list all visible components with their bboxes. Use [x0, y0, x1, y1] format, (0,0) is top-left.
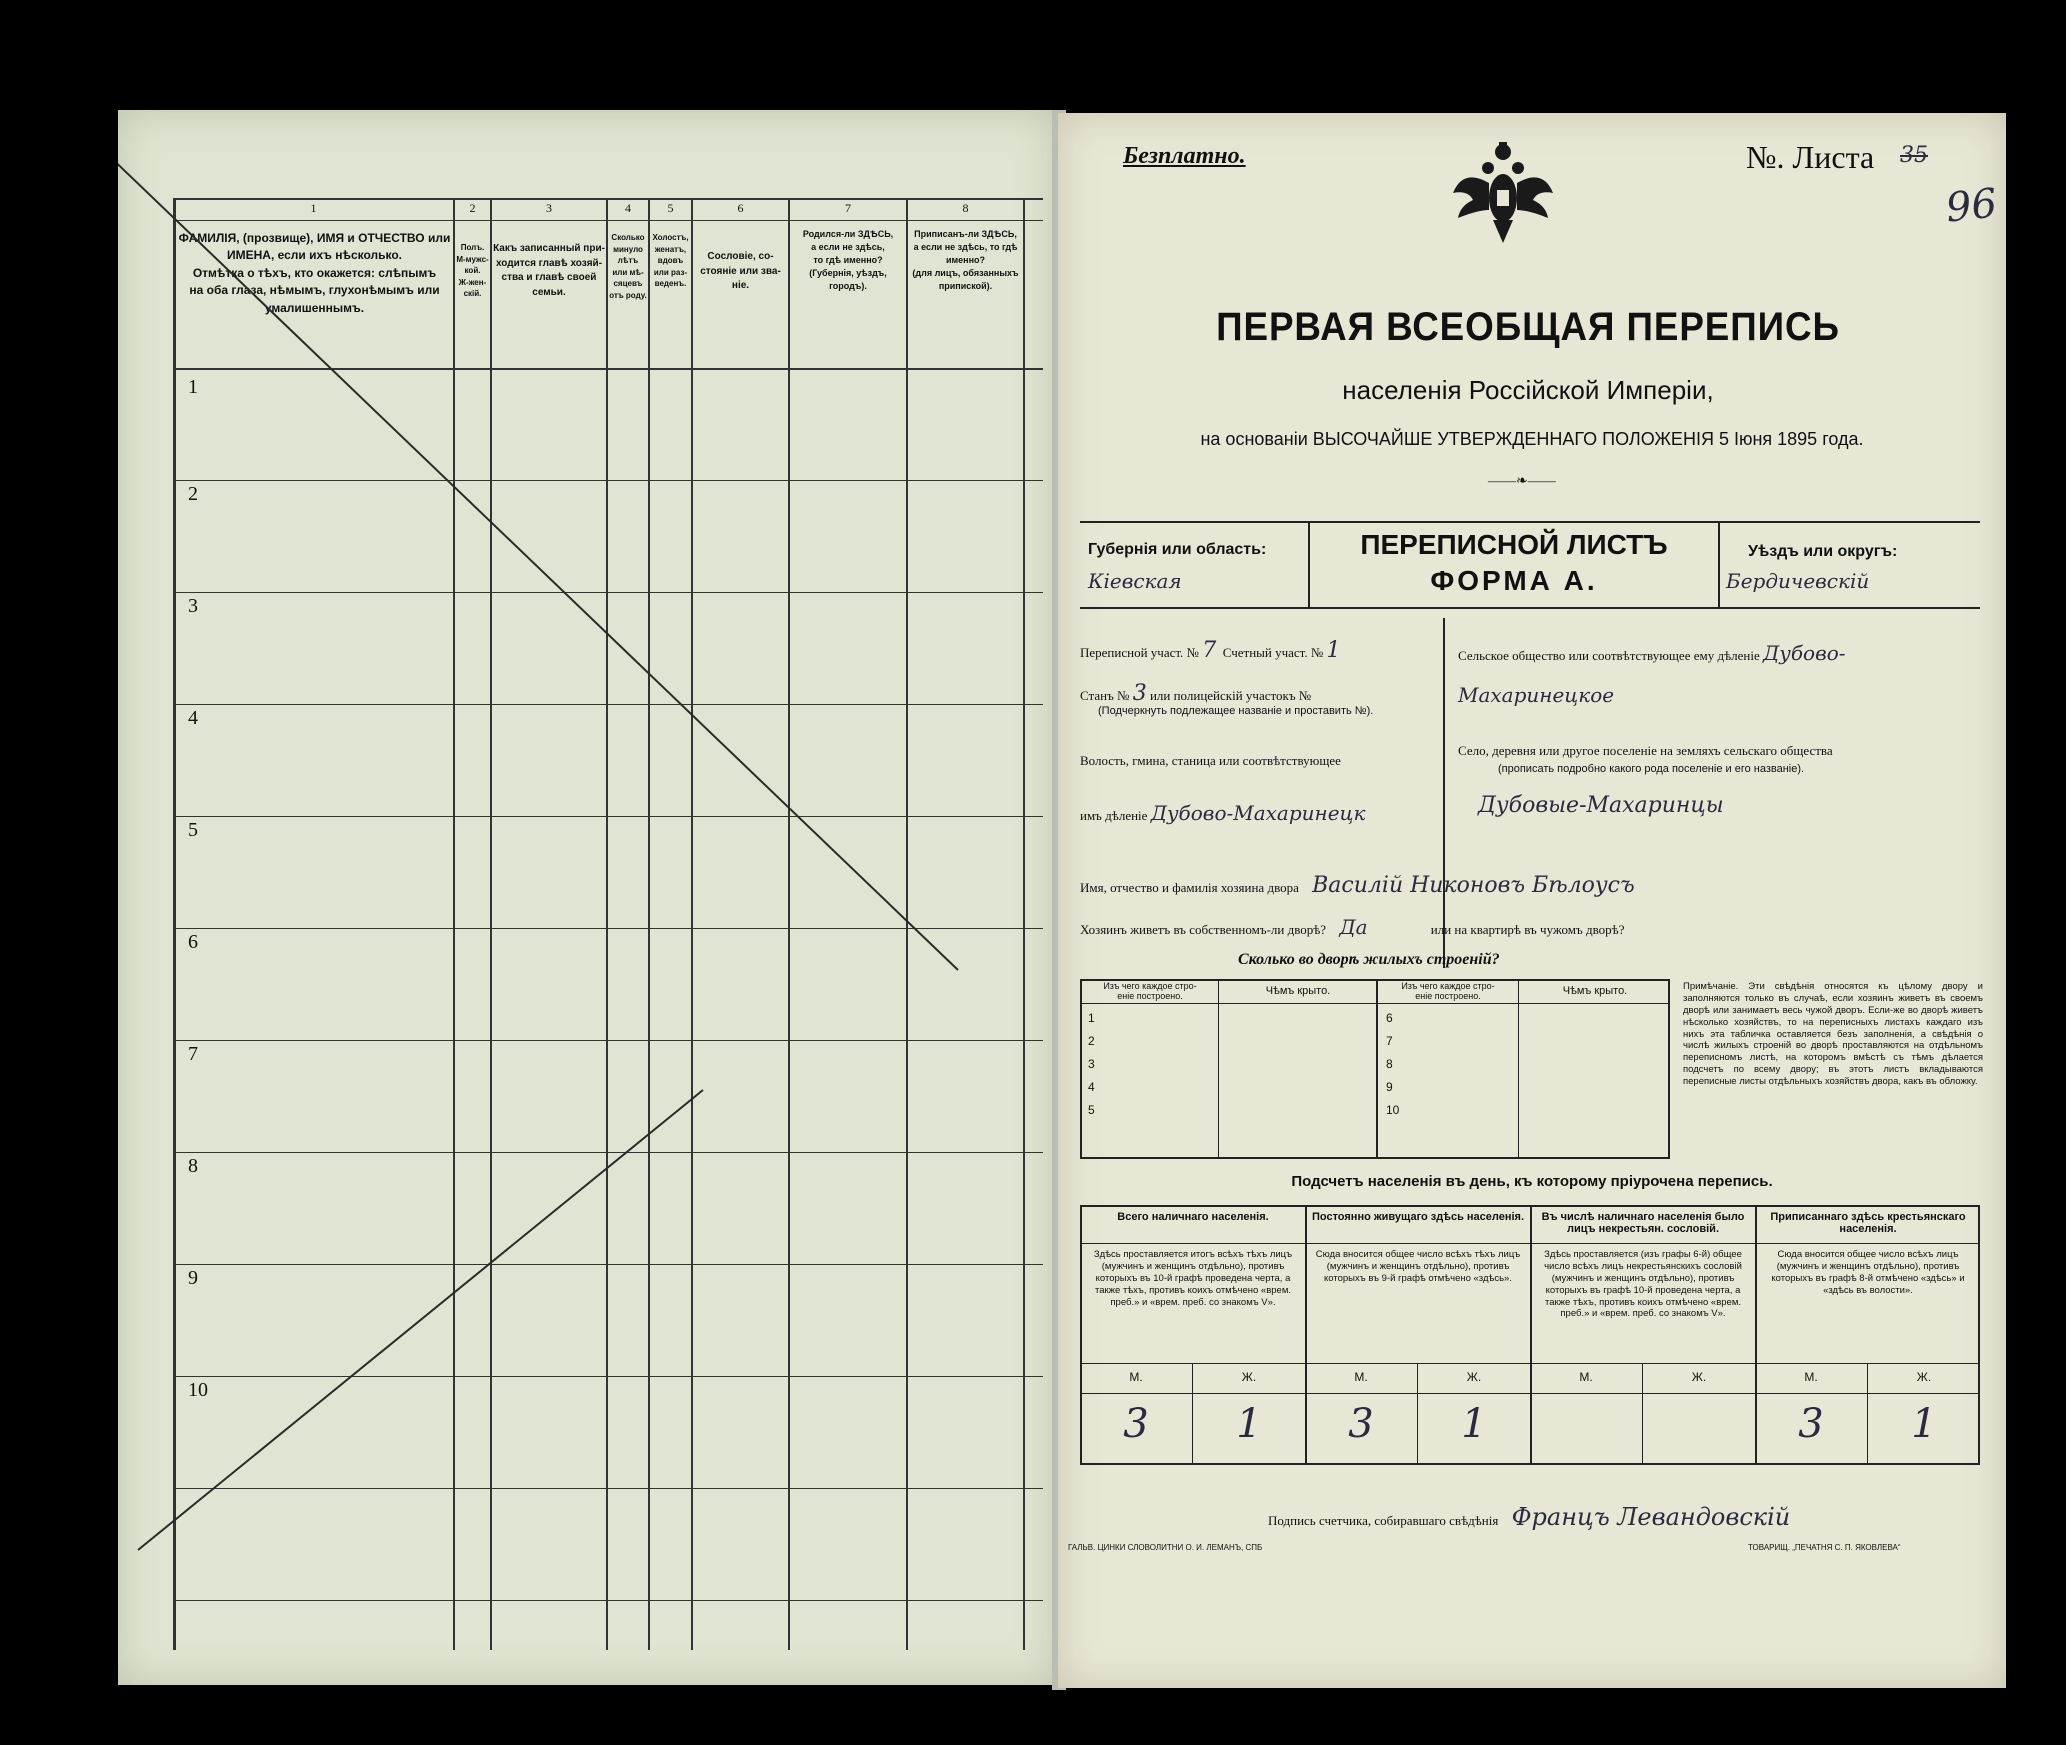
box-line: [1080, 607, 1980, 609]
f-label: Ж.: [1466, 1370, 1482, 1384]
col-number: 2: [469, 201, 476, 215]
f-label: Ж.: [1241, 1370, 1257, 1384]
uezd-label: Уѣздъ или округъ:: [1748, 543, 1898, 560]
registered-male: 3: [1798, 1401, 1824, 1447]
summary-desc: Сюда вносится общее число всѣхъ тѣхъ лицъ (мужчинъ и женщинъ отдѣльно), противъ которыхъ въ 9-й графѣ отмѣчено «здѣсь».: [1315, 1249, 1521, 1284]
stan-value: 3: [1132, 681, 1147, 706]
build-row-number: 4: [1088, 1080, 1095, 1094]
build-row-number: 2: [1088, 1034, 1095, 1048]
census-district-value: 7: [1202, 638, 1217, 663]
summary-head-registered: Приписаннаго здѣсь крестьянскаго населенія.: [1770, 1211, 1966, 1235]
col-header-age: Сколько минуло лѣтъ или мѣ- сяцевъ отъ роду.: [609, 233, 647, 300]
col-header-marital: Холостъ, женатъ, вдовъ или раз- веденъ.: [652, 233, 689, 289]
col-number: 3: [546, 201, 552, 215]
pen-strokes: [118, 110, 1056, 1685]
gubernia-label: Губернія или область:: [1088, 541, 1267, 558]
row-number: 8: [188, 1155, 198, 1177]
build-row-number: 7: [1386, 1034, 1393, 1048]
row-number: 2: [188, 483, 198, 505]
col-header-name: ФАМИЛІЯ, (прозвище), ИМЯ и ОТЧЕСТВО или ИМЕНА, если ихъ нѣсколько. Отмѣтка о тѣхъ, кто окажется: слѣпымъ на оба глаза, нѣмымъ, глухонѣмымъ или умалишеннымъ.: [178, 231, 451, 315]
summary-row: [1080, 1393, 1980, 1394]
build-roof-header: Чѣмъ крыто.: [1265, 985, 1331, 997]
buildings-divider: [1376, 979, 1378, 1159]
m-label: М.: [1579, 1370, 1593, 1384]
m-label: М.: [1804, 1370, 1818, 1384]
form-subtitle: ФОРМА А.: [1430, 565, 1598, 596]
build-material-header: Изъ чего каждое стро- еніе построено.: [1103, 981, 1197, 1001]
summary-head-present: Всего наличнаго населенія.: [1117, 1211, 1269, 1223]
row-number: 5: [188, 819, 198, 841]
form-title: ПЕРЕПИСНОЙ ЛИСТЪ: [1360, 529, 1668, 560]
stan-label: Станъ №: [1080, 688, 1130, 703]
volost-label: Волость, гмина, станица или соотвѣтствующее: [1080, 753, 1341, 768]
summary-row: [1080, 1363, 1980, 1364]
village-label: Село, деревня или другое поселеніе на земляхъ сельскаго общества: [1458, 743, 1833, 758]
permanent-male: 3: [1348, 1401, 1374, 1447]
page-subtitle: населенія Россійской Имперіи,: [1342, 375, 1714, 405]
district-line: [1080, 638, 1341, 663]
box-line: [1080, 521, 1980, 523]
buildings-table: [1080, 979, 1670, 1159]
buildings-label: Сколько во дворѣ жилыхъ строеній?: [1238, 951, 1500, 968]
basis-line: на основаніи ВЫСОЧАЙШЕ УТВЕРЖДЕННАГО ПОЛОЖЕНІЯ 5 Іюня 1895 года.: [1200, 429, 1864, 449]
summary-head-permanent: Постоянно живущаго здѣсь населенія.: [1311, 1211, 1525, 1223]
build-roof-header: Чѣмъ крыто.: [1562, 985, 1628, 997]
col-number: 7: [845, 201, 851, 215]
signature-line: [1268, 1503, 1790, 1531]
buildings-row: [1080, 1003, 1670, 1004]
row-number: 1: [188, 376, 198, 398]
buildings-col: [1218, 979, 1219, 1159]
sheet-number-value: 35: [1900, 143, 1928, 168]
archive-number: 96: [1943, 180, 2000, 232]
own-yard-label: Хозяинъ живетъ въ собственномъ-ли дворѣ?: [1080, 922, 1327, 937]
present-female: 1: [1236, 1401, 1262, 1447]
owner-value: Василій Никоновъ Бѣлоусъ: [1312, 873, 1635, 898]
volost-value: Дубово-Махаринецк: [1150, 801, 1366, 825]
summary-head-nonpeasant: Въ числѣ наличнаго населенія было лицъ некрестьян. сословій.: [1541, 1211, 1745, 1235]
note-text: Примѣчаніе. Эти свѣдѣнія относятся къ цѣлому двору и заполняются только въ случаѣ, если хозяинъ живетъ въ своемъ дворѣ или занимаетъ весь чужой дворъ. Если-же во дворѣ живетъ нѣсколько хозяйствъ, то на переписныхъ листахъ каждаго изъ нихъ эта табличка оставляется безъ заполненія, а свѣдѣнія о числѣ жилыхъ строеній во дворѣ проставляются на отдѣльномъ переписномъ листѣ, на которомъ вмѣстѣ съ тѣмъ дѣлается подсчетъ по всему двору; въ этотъ листъ вкладываются переписные листы отдѣльныхъ хозяйствъ двора, какъ въ обложку.: [1683, 981, 1983, 1087]
stan-line: [1080, 681, 1311, 706]
left-page: [118, 110, 1056, 1685]
row-number: 3: [188, 595, 198, 617]
summary-desc: Сюда вносится общее число всѣхъ лицъ (мужчинъ и женщинъ отдѣльно), противъ которыхъ въ графѣ 8-й отмѣчено «здѣсь» и «здѣсь въ волости».: [1771, 1249, 1965, 1296]
uezd-value: Бердичевскій: [1726, 569, 1870, 593]
police-label: или полицейскій участокъ №: [1149, 688, 1312, 703]
m-label: М.: [1354, 1370, 1368, 1384]
col-number: 5: [667, 201, 674, 215]
owner-label: Имя, отчество и фамилія хозяина двора: [1080, 880, 1299, 895]
summary-col: [1530, 1205, 1532, 1465]
volost-label-2: имъ дѣленіе: [1080, 808, 1148, 823]
col-header-registered: Приписанъ-ли ЗДѢСЬ, а если не здѣсь, то гдѣ именно? (для лицъ, обязанныхъ припиской).: [912, 229, 1019, 292]
count-district-value: 1: [1326, 638, 1341, 663]
own-yard-line: [1080, 915, 1625, 939]
build-row-number: 1: [1088, 1011, 1095, 1025]
rented-label: или на квартирѣ въ чужомъ дворѣ?: [1430, 922, 1625, 937]
society-value: Дубово-: [1762, 641, 1846, 665]
society-value-2: Махаринецкое: [1458, 683, 1615, 707]
build-rows-left: [1088, 1007, 1095, 1122]
summary-title: Подсчетъ населенія въ день, къ которому пріурочена перепись.: [1291, 1173, 1773, 1190]
society-label: Сельское общество или соотвѣтствующее ему дѣленіе: [1458, 648, 1760, 663]
sheet-number-label: №. Листа: [1746, 139, 1875, 175]
f-label: Ж.: [1916, 1370, 1932, 1384]
gubernia-value: Кіевская: [1088, 569, 1182, 593]
village-value: Дубовые-Махаринцы: [1478, 793, 1724, 818]
underline-note: (Подчеркнуть подлежащее названіе и проставить №).: [1098, 705, 1374, 717]
summary-desc: Здѣсь проставляется итогъ всѣхъ тѣхъ лицъ (мужчинъ и женщинъ отдѣльно), противъ которыхъ въ 10-й графѣ проведена черта, а также тѣхъ, противъ коихъ отмѣчено «врем. преб.» и «врем. преб. со знакомъ V».: [1093, 1249, 1293, 1308]
registered-female: 1: [1911, 1401, 1937, 1447]
present-male: 3: [1123, 1401, 1149, 1447]
printer-right: ТОВАРИЩ. „ПЕЧАТНЯ С. П. ЯКОВЛЕВА“: [1748, 1543, 1901, 1552]
row-number: 4: [188, 707, 198, 729]
double-eagle-emblem: [1448, 138, 1558, 248]
build-row-number: 6: [1386, 1011, 1393, 1025]
page-title: ПЕРВАЯ ВСЕОБЩАЯ ПЕРЕПИСЬ: [1216, 305, 1840, 349]
build-row-number: 5: [1088, 1103, 1095, 1117]
signature-label: Подпись счетчика, собиравшаго свѣдѣнія: [1268, 1513, 1499, 1528]
row-number: 7: [188, 1043, 198, 1065]
summary-row: [1080, 1243, 1980, 1244]
row-number: 10: [188, 1379, 208, 1401]
col-number: 8: [962, 201, 969, 215]
build-row-number: 3: [1088, 1057, 1095, 1071]
right-page: [1058, 113, 2006, 1688]
free-label: Безплатно.: [1123, 143, 1246, 169]
build-material-header: Изъ чего каждое стро- еніе построено.: [1401, 981, 1495, 1001]
society-line: [1458, 641, 1846, 665]
build-row-number: 9: [1386, 1080, 1393, 1094]
buildings-col: [1518, 979, 1519, 1159]
owner-line: [1080, 873, 1635, 898]
build-rows-right: [1386, 1007, 1399, 1122]
col-header-estate: Сословіе, со- стояніе или зва- ніе.: [700, 251, 781, 291]
volost-line: [1080, 801, 1365, 825]
own-yard-value: Да: [1339, 915, 1368, 939]
f-label: Ж.: [1691, 1370, 1707, 1384]
col-header-sex: Полъ. М-мужс- кой. Ж-жен- скій.: [456, 243, 489, 299]
col-header-relation: Какъ записанный при- ходится главѣ хозяй- ства и главѣ своей семьи.: [493, 243, 605, 298]
ornament-divider: ——❧——: [1488, 474, 1556, 489]
box-line: [1718, 523, 1720, 609]
build-row-number: 10: [1386, 1103, 1400, 1117]
printer-left: ГАЛЬВ. ЦИНКИ СЛОВОЛИТНИ О. И. ЛЕМАНЪ, СПБ: [1068, 1543, 1263, 1552]
build-row-number: 8: [1386, 1057, 1393, 1071]
permanent-female: 1: [1461, 1401, 1487, 1447]
col-number: 4: [625, 201, 631, 215]
row-number: 6: [188, 931, 198, 953]
signature-value: Францъ Левандовскій: [1511, 1503, 1791, 1531]
m-label: М.: [1129, 1370, 1143, 1384]
col-header-birthplace: Родился-ли ЗДѢСЬ, а если не здѣсь, то гдѣ именно? (Губернія, уѣздъ, городъ).: [802, 229, 894, 292]
col-number: 6: [737, 201, 744, 215]
village-note: (прописать подробно какого рода поселеніе и его названіе).: [1498, 763, 1805, 775]
col-number: 1: [310, 201, 317, 215]
count-district-label: Счетный участ. №: [1222, 645, 1324, 660]
census-district-label: Переписной участ. №: [1080, 645, 1199, 660]
summary-desc: Здѣсь проставляется (изъ графы 6-й) общее число всѣхъ лицъ некрестьянскихъ сословій (мужчинъ и женщинъ отдѣльно), противъ которыхъ въ графѣ 10-й проведена черта, а также тѣхъ, противъ коихъ отмѣчено «врем. преб.» и «врем. преб. со знакомъ V».: [1544, 1249, 1742, 1320]
row-number: 9: [188, 1267, 198, 1289]
